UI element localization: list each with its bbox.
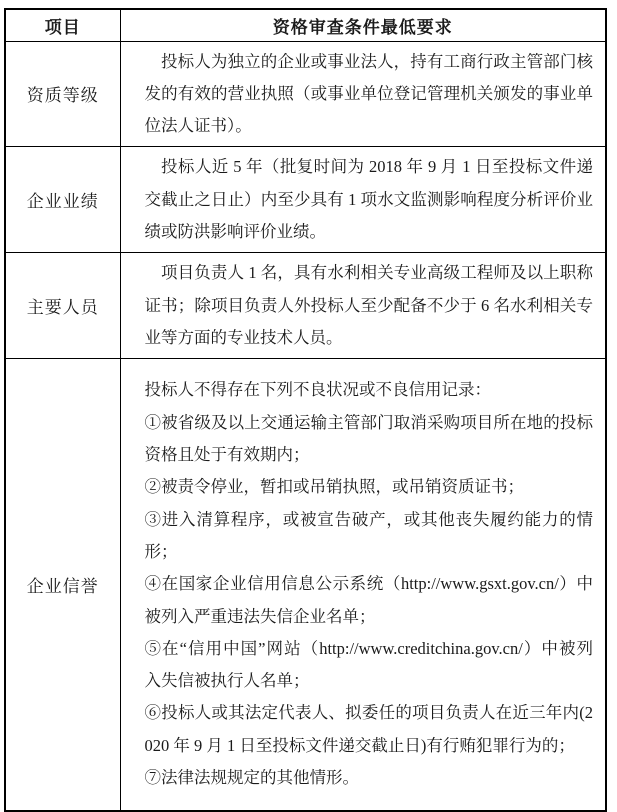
table-row-enterprise-reputation — [5, 359, 606, 811]
paragraph: 项目负责人 1 名，具有水利相关专业高级工程师及以上职称证书；除项目负责人外投标人至少配备不少于 6 名水利相关专业等方面的专业技术人员。 — [144, 263, 593, 347]
paragraph-clause-4: ④在国家企业信用信息公示系统（http://www.gsxt.gov.cn/）中被列入严重违法失信企业名单； — [144, 574, 593, 626]
table-row-key-personnel — [5, 253, 606, 359]
row-content-enterprise-performance — [120, 147, 606, 253]
paragraph-intro: 投标人不得存在下列不良状况或不良信用记录： — [144, 380, 491, 400]
paragraph-clause-6: ⑥投标人或其法定代表人、拟委任的项目负责人在近三年内(2020 年 9 月 1 日至投标文件递交截止日)有行贿犯罪行为的； — [144, 703, 593, 755]
row-label-key-personnel: 主要人员 — [5, 253, 120, 359]
paragraph-clause-3: ③进入清算程序，或被宣告破产，或其他丧失履约能力的情形； — [144, 509, 593, 561]
row-label-enterprise-performance: 企业业绩 — [5, 147, 120, 253]
qualification-requirements-table — [4, 8, 607, 812]
paragraph-clause-5: ⑤在“信用中国”网站（http://www.creditchina.gov.cn/）中被列入失信被执行人名单； — [144, 638, 593, 691]
paragraph: 投标人为独立的企业或事业法人，持有工商行政主管部门核发的有效的营业执照（或事业单位登记管理机关颁发的事业单位法人证书）。 — [144, 51, 593, 136]
row-content-key-personnel — [120, 253, 606, 359]
row-content-qualification-level — [120, 41, 606, 147]
table-header-row — [5, 9, 606, 41]
header-cell-requirements: 资格审查条件最低要求 — [120, 9, 606, 41]
row-content-enterprise-reputation — [120, 359, 606, 811]
paragraph-clause-2: ②被责令停业，暂扣或吊销执照，或吊销资质证书； — [144, 477, 524, 497]
paragraph: 投标人近 5 年（批复时间为 2018 年 9 月 1 日至投标文件递交截止之日止）内至少具有 1 项水文监测影响程度分析评价业绩或防洪影响评价业绩。 — [144, 157, 593, 241]
header-cell-item: 项目 — [5, 9, 120, 41]
row-label-qualification-level: 资质等级 — [5, 41, 120, 147]
row-label-enterprise-reputation: 企业信誉 — [5, 359, 120, 811]
paragraph-clause-7: ⑦法律法规规定的其他情形。 — [144, 768, 359, 788]
table-row-qualification-level — [5, 41, 606, 147]
table-row-enterprise-performance — [5, 147, 606, 253]
paragraph-clause-1: ①被省级及以上交通运输主管部门取消采购项目所在地的投标资格且处于有效期内； — [144, 412, 593, 465]
